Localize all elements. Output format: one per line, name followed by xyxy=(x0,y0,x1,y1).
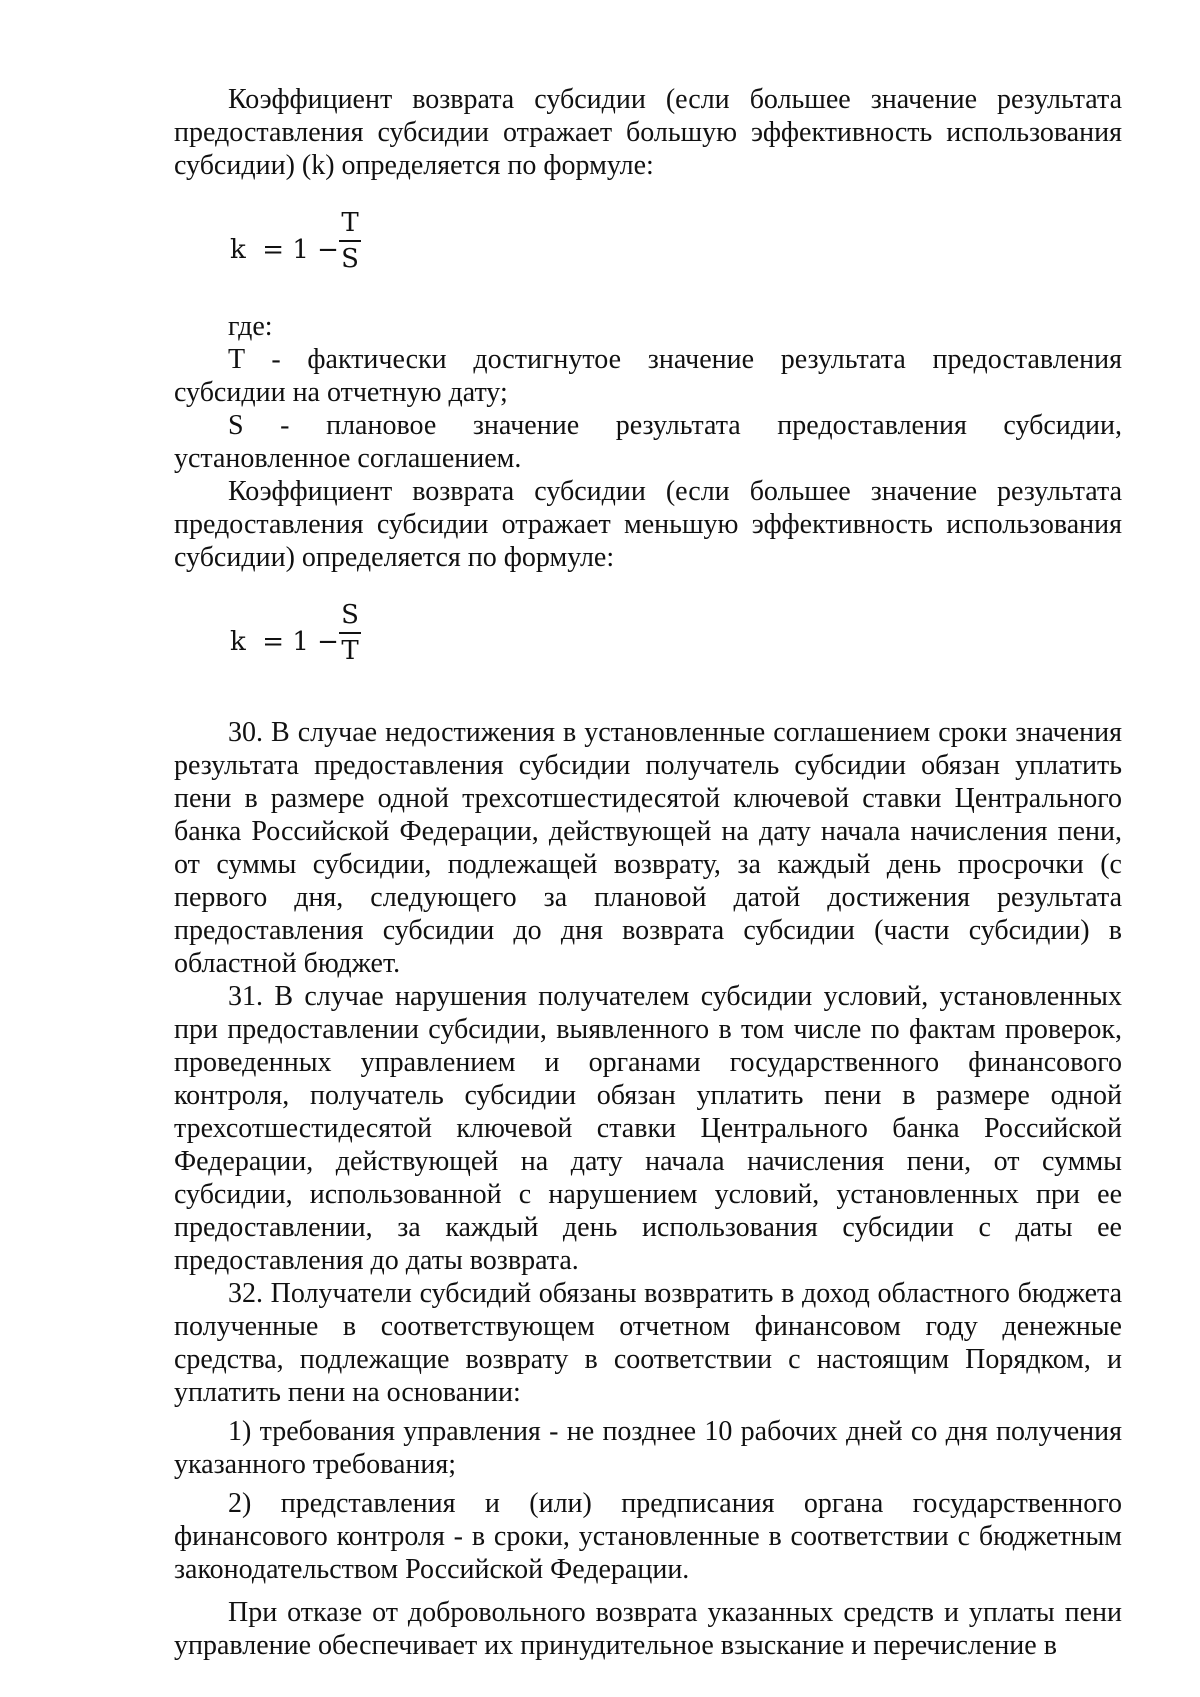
paragraph-31: 31. В случае нарушения получателем субсидии условий, установленных при предоставлении субсидии, выявленного в том числе по фактам проверок, проведенных управлением и органами государственного финансового контроля, получатель субсидии обязан уплатить пени в размере одной трехсотшестидесятой ключевой ставки Центрального банка Российской Федерации, действующей на дату начала начисления пени, от суммы субсидии, использованной с нарушением условий, установленных при ее предоставлении, за каждый день использования субсидии с даты ее предоставления до даты возврата. xyxy=(174,981,1122,1276)
paragraph-coefficient-2: Коэффициент возврата субсидии (если большее значение результата предоставления субсидии отражает меньшую эффективность использования субсидии) определяется по формуле: xyxy=(174,476,1122,573)
formula-lhs: k = 1 − xyxy=(230,235,339,265)
definition-t: T - фактически достигнутое значение результата предоставления субсидии на отчетную дату; xyxy=(174,344,1122,408)
document-page xyxy=(174,83,1122,1662)
definition-s: S - плановое значение результата предоставления субсидии, установленное соглашением. xyxy=(174,410,1122,474)
paragraph-32: 32. Получатели субсидий обязаны возвратить в доход областного бюджета полученные в соответствующем отчетном финансовом году денежные средства, подлежащие возврату в соответствии с настоящим Порядком, и уплатить пени на основании: xyxy=(174,1278,1122,1408)
formula-k-t-over-s xyxy=(230,210,1122,290)
paragraph-30: 30. В случае недостижения в установленные соглашением сроки значения результата предоставления субсидии получатель субсидии обязан уплатить пени в размере одной трехсотшестидесятой ключевой ставки Центрального банка Российской Федерации, действующей на дату начала начисления пени, от суммы субсидии, подлежащей возврату, за каждый день просрочки (с первого дня, следующего за плановой датой достижения результата предоставления субсидии до дня возврата субсидии (части субсидии) в областной бюджет. xyxy=(174,717,1122,979)
paragraph-refusal: При отказе от добровольного возврата указанных средств и уплаты пени управление обеспечивает их принудительное взыскание и перечисление в xyxy=(174,1597,1122,1661)
formula-denominator: T xyxy=(341,636,359,666)
paragraph-coefficient-1: Коэффициент возврата субсидии (если большее значение результата предоставления субсидии отражает большую эффективность использования субсидии) (k) определяется по формуле: xyxy=(174,84,1122,181)
formula-fraction xyxy=(339,206,361,276)
where-label: где: xyxy=(228,311,273,342)
formula-fraction xyxy=(339,598,361,668)
formula-numerator: S xyxy=(341,600,359,630)
paragraph-32-item-2: 2) представления и (или) предписания органа государственного финансового контроля - в сроки, установленные в соответствии с бюджетным законодательством Российской Федерации. xyxy=(174,1488,1122,1585)
formula-k-s-over-t xyxy=(230,602,1122,682)
formula-lhs: k = 1 − xyxy=(230,627,339,657)
formula-denominator: S xyxy=(341,244,359,274)
formula-numerator: T xyxy=(341,208,359,238)
paragraph-32-item-1: 1) требования управления - не позднее 10 рабочих дней со дня получения указанного требования; xyxy=(174,1416,1122,1480)
